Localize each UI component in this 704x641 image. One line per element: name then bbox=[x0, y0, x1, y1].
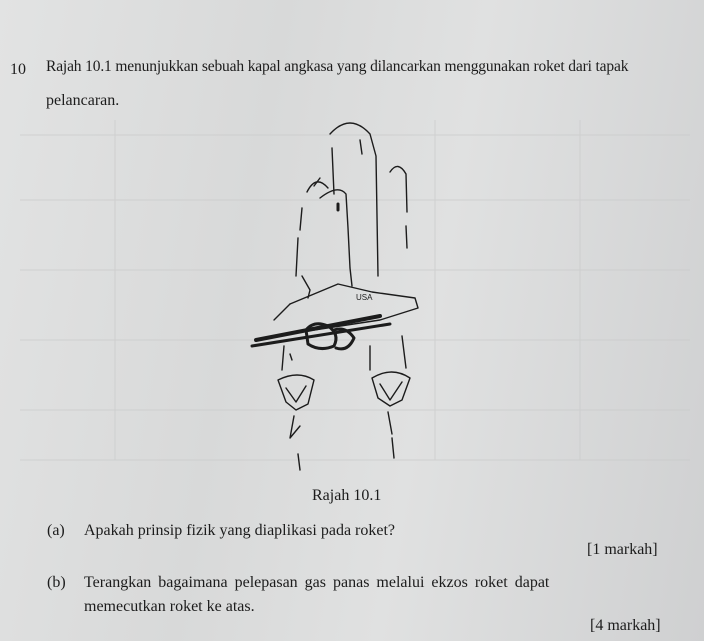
rocket-figure bbox=[250, 108, 430, 478]
part-b-question-line-1: Terangkan bagaimana pelepasan gas panas melalui ekzos roket dapat bbox=[84, 574, 550, 591]
left-exhaust-plume bbox=[282, 346, 284, 370]
tank-outline bbox=[330, 123, 378, 276]
right-booster bbox=[390, 166, 407, 212]
part-a-label: (a) bbox=[47, 522, 65, 539]
left-booster bbox=[307, 182, 328, 192]
part-b-marks: [4 markah] bbox=[590, 617, 661, 634]
question-intro-line-2: pelancaran. bbox=[46, 92, 120, 109]
figure-caption: Rajah 10.1 bbox=[312, 487, 382, 504]
orbiter-outline bbox=[320, 190, 352, 286]
orbiter-usa-label: USA bbox=[356, 293, 373, 302]
part-b-label: (b) bbox=[47, 574, 66, 591]
part-a-question: Apakah prinsip fizik yang diaplikasi pada roket? bbox=[84, 522, 396, 539]
part-b-question-line-2: memecutkan roket ke atas. bbox=[84, 598, 255, 615]
question-intro-line-1: Rajah 10.1 menunjukkan sebuah kapal angkasa yang dilancarkan menggunakan roket dari tapak bbox=[46, 58, 629, 75]
question-number: 10 bbox=[10, 61, 26, 78]
part-a-marks: [1 markah] bbox=[587, 541, 658, 558]
